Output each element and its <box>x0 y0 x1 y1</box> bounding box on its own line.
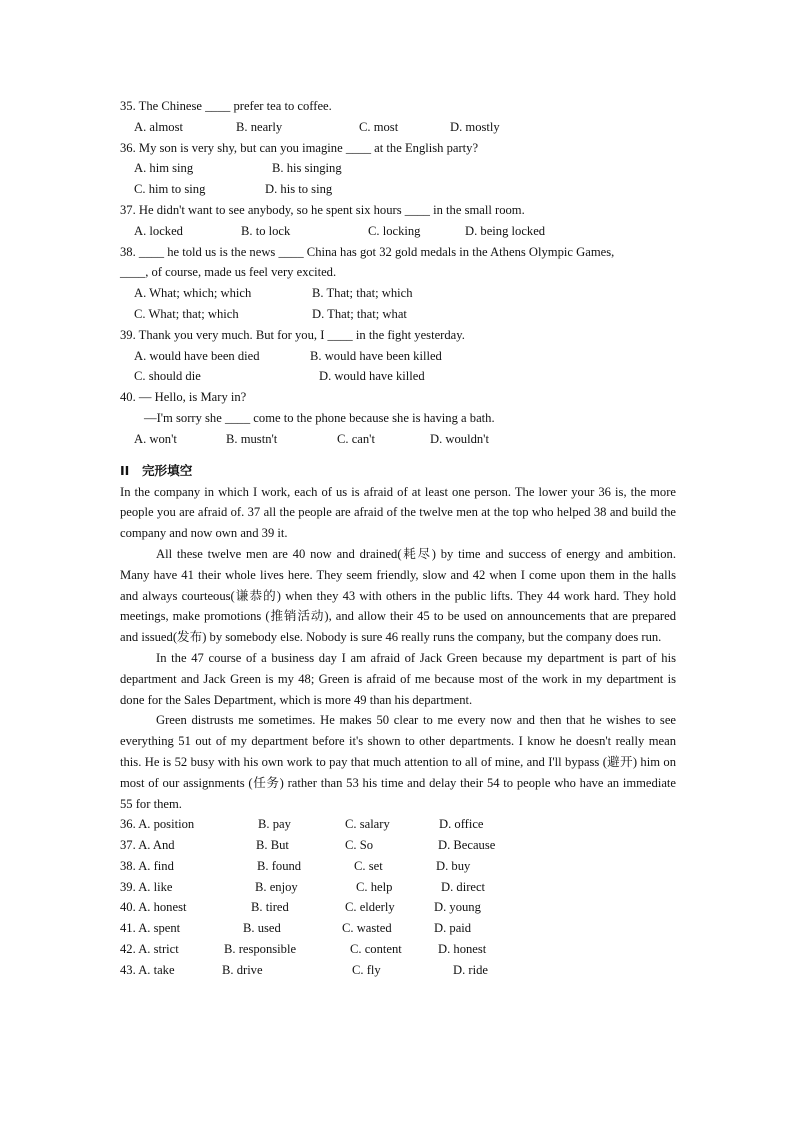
option-d: D. his to sing <box>265 182 333 197</box>
answer-c: C. elderly <box>345 900 395 915</box>
answer-b: B. drive <box>222 962 263 977</box>
answer-c: C. set <box>354 858 383 873</box>
answer-c: C. content <box>350 942 402 957</box>
section-heading <box>120 460 676 482</box>
question-stem-continued: —I'm sorry she ____ come to the phone because she is having a bath. <box>144 410 495 425</box>
option-c: C. What; that; which <box>134 306 239 321</box>
passage-paragraph: Green distrusts me sometimes. He makes 50 clear to me every now and then that he wishes to see everything 51 out of my department before it's shown to other departments. I know he doesn't really mean this. He is 52 busy with his own work to pay that much attention to all of mine, and I'll bypass (避开) him on most of our assignments (任务) rather than 53 his time and delay their 54 to people who have an immediate 55 for them. <box>120 713 676 811</box>
question-options <box>120 304 676 325</box>
answer-b: B. used <box>243 921 281 936</box>
answer-row <box>120 856 676 877</box>
question-stem-continued: ____, of course, made us feel very excited. <box>120 265 337 280</box>
option-c: C. most <box>359 119 399 134</box>
option-d: D. being locked <box>465 223 546 238</box>
question-options <box>120 429 676 450</box>
document-content <box>120 96 676 981</box>
answer-b: B. But <box>256 838 289 853</box>
question-stem: 36. My son is very shy, but can you imagine ____ at the English party? <box>120 140 479 155</box>
question-stem: 38. ____ he told us is the news ____ China has got 32 gold medals in the Athens Olympic Games, <box>120 244 615 259</box>
answer-b: B. responsible <box>224 942 297 957</box>
option-d: D. That; that; what <box>312 306 407 321</box>
answer-d: D. direct <box>441 879 486 894</box>
option-c: C. can't <box>337 431 375 446</box>
option-d: D. wouldn't <box>430 431 489 446</box>
question-stem: 40. — Hello, is Mary in? <box>120 390 247 405</box>
option-b: B. to lock <box>241 223 291 238</box>
option-c: C. locking <box>368 223 421 238</box>
option-a: A. won't <box>134 431 177 446</box>
answer-d: D. office <box>439 817 484 832</box>
answer-d: D. honest <box>438 942 487 957</box>
question-options <box>120 366 676 387</box>
answer-b: B. enjoy <box>255 879 298 894</box>
answer-row <box>120 939 676 960</box>
answer-a: 43. A. take <box>120 962 175 977</box>
section-title: II 完形填空 <box>120 462 193 478</box>
answer-c: C. help <box>356 879 393 894</box>
answer-a: 39. A. like <box>120 879 173 894</box>
answer-d: D. ride <box>453 962 488 977</box>
question-stem: 35. The Chinese ____ prefer tea to coffee. <box>120 99 332 113</box>
passage-paragraph: In the 47 course of a business day I am afraid of Jack Green because my department is part of his department and Jack Green is my 48; Green is afraid of me because most of the work in my department is done for the Sales Department, which is more 49 than his department. <box>120 650 676 707</box>
answer-d: D. buy <box>436 858 471 873</box>
answer-d: D. Because <box>438 838 496 853</box>
answer-c: C. wasted <box>342 921 392 936</box>
option-c: C. should die <box>134 369 201 384</box>
question-options <box>120 179 676 200</box>
option-b: B. mustn't <box>226 431 278 446</box>
option-a: A. almost <box>134 119 183 134</box>
passage-paragraph: In the company in which I work, each of us is afraid of at least one person. The lower your 36 is, the more people you are afraid of. 37 all the people are afraid of the twelve men at the top who helped 38 and build the company and now own and 39 it. <box>120 484 676 541</box>
answer-row <box>120 960 676 981</box>
option-c: C. him to sing <box>134 182 206 197</box>
question-options <box>120 158 676 179</box>
option-b: B. would have been killed <box>310 348 442 363</box>
option-a: A. What; which; which <box>134 286 252 301</box>
answer-row <box>120 918 676 939</box>
answer-a: 38. A. find <box>120 858 174 873</box>
answer-a: 36. A. position <box>120 817 195 832</box>
option-a: A. would have been died <box>134 348 260 363</box>
answer-a: 42. A. strict <box>120 942 179 957</box>
option-d: D. would have killed <box>319 369 425 384</box>
option-b: B. his singing <box>272 161 342 176</box>
answer-row <box>120 835 676 856</box>
answer-c: C. fly <box>352 962 381 977</box>
question-options <box>120 346 676 367</box>
question-options <box>120 283 676 304</box>
answer-d: D. paid <box>434 921 472 936</box>
answer-b: B. pay <box>258 817 291 832</box>
option-b: B. That; that; which <box>312 286 413 301</box>
option-d: D. mostly <box>450 119 500 134</box>
answer-b: B. tired <box>251 900 289 915</box>
option-b: B. nearly <box>236 119 283 134</box>
option-a: A. locked <box>134 223 183 238</box>
answer-a: 37. A. And <box>120 838 175 853</box>
answer-row <box>120 877 676 898</box>
question-options <box>120 117 676 138</box>
answer-row <box>120 897 676 918</box>
question-stem: 37. He didn't want to see anybody, so he spent six hours ____ in the small room. <box>120 202 525 217</box>
question-options <box>120 221 676 242</box>
passage-paragraph: All these twelve men are 40 now and drained(耗尽) by time and success of energy and ambition. Many have 41 their whole lives here. They seem friendly, slow and 42 when I come upon them in the halls and always courteous(谦恭的) when they 43 with others in the public lifts. They 44 work hard. They hold meetings, make promotions (推销活动), and allow their 45 to be used on announcements that are prepared and issued(发布) by somebody else. Nobody is sure 46 really runs the company, but the company does run. <box>120 546 676 645</box>
answer-a: 40. A. honest <box>120 900 187 915</box>
answer-c: C. salary <box>345 817 390 832</box>
answer-c: C. So <box>345 838 373 853</box>
answer-b: B. found <box>257 858 302 873</box>
answer-a: 41. A. spent <box>120 921 181 936</box>
answer-d: D. young <box>434 900 481 915</box>
option-a: A. him sing <box>134 161 194 176</box>
question-stem: 39. Thank you very much. But for you, I ____ in the fight yesterday. <box>120 327 465 342</box>
answer-row <box>120 814 676 835</box>
